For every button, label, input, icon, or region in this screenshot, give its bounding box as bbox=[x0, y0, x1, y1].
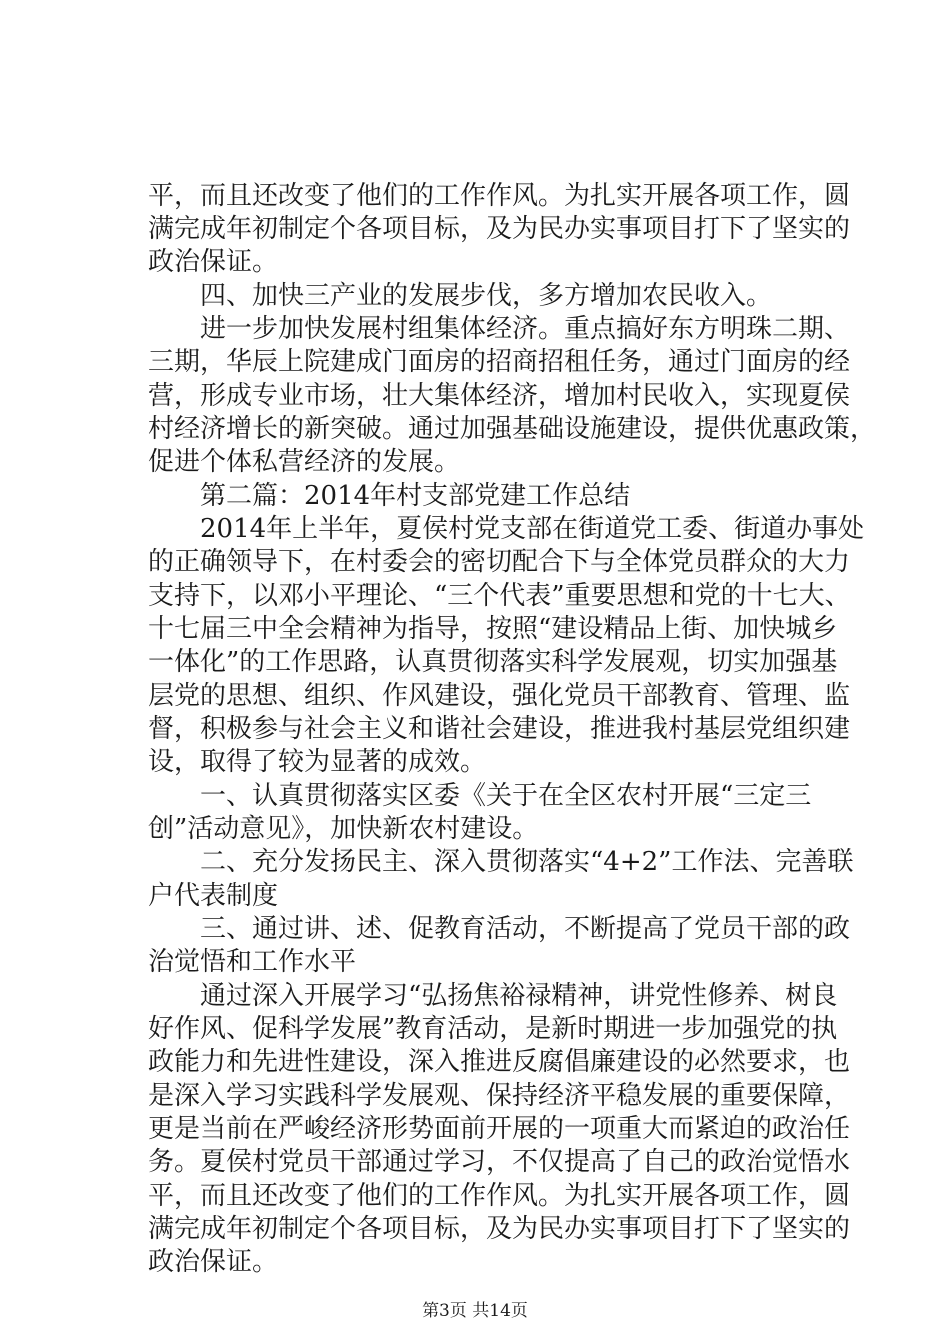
text-line: 平，而且还改变了他们的工作作风。为扎实开展各项工作，圆 bbox=[148, 181, 851, 211]
text-line: 治觉悟和工作水平 bbox=[148, 947, 357, 977]
text-line: 好作风、促科学发展”教育活动，是新时期进一步加强党的执 bbox=[148, 1014, 838, 1044]
text-line: 一体化”的工作思路，认真贯彻落实科学发展观，切实加强基 bbox=[148, 647, 838, 677]
text-line: 创”活动意见》，加快新农村建设。 bbox=[148, 814, 539, 844]
text-line: 务。夏侯村党员干部通过学习，不仅提高了自己的政治觉悟水 bbox=[148, 1147, 851, 1177]
text-line: 满完成年初制定个各项目标，及为民办实事项目打下了坚实的 bbox=[148, 214, 851, 244]
text-line: 支持下，以邓小平理论、“三个代表”重要思想和党的十七大、 bbox=[148, 581, 851, 611]
section-heading: 一、认真贯彻落实区委《关于在全区农村开展“三定三 bbox=[148, 781, 812, 811]
page-number-footer: 第3页 共14页 bbox=[422, 1301, 528, 1321]
text-line: 村经济增长的新突破。通过加强基础设施建设，提供优惠政策， bbox=[148, 414, 877, 444]
section-heading: 二、充分发扬民主、深入贯彻落实“4+2”工作法、完善联 bbox=[148, 847, 854, 877]
text-line: 户代表制度 bbox=[148, 881, 279, 911]
text-line: 2014年上半年，夏侯村党支部在街道党工委、街道办事处 bbox=[148, 514, 865, 544]
text-line: 进一步加快发展村组集体经济。重点搞好东方明珠二期、 bbox=[148, 314, 851, 344]
text-line: 政能力和先进性建设，深入推进反腐倡廉建设的必然要求，也 bbox=[148, 1047, 851, 1077]
text-line: 政治保证。 bbox=[148, 1247, 279, 1277]
text-line: 营，形成专业市场，壮大集体经济，增加村民收入，实现夏侯 bbox=[148, 381, 851, 411]
text-line: 设，取得了较为显著的成效。 bbox=[148, 747, 487, 777]
section-heading: 三、通过讲、述、促教育活动，不断提高了党员干部的政 bbox=[148, 914, 851, 944]
section-heading: 四、加快三产业的发展步伐，多方增加农民收入。 bbox=[148, 281, 773, 311]
text-line: 平，而且还改变了他们的工作作风。为扎实开展各项工作，圆 bbox=[148, 1181, 851, 1211]
text-line: 督，积极参与社会主义和谐社会建设，推进我村基层党组织建 bbox=[148, 714, 851, 744]
chapter-title: 第二篇：2014年村支部党建工作总结 bbox=[148, 481, 631, 511]
text-line: 层党的思想、组织、作风建设，强化党员干部教育、管理、监 bbox=[148, 681, 851, 711]
text-line: 的正确领导下，在村委会的密切配合下与全体党员群众的大力 bbox=[148, 547, 851, 577]
text-line: 促进个体私营经济的发展。 bbox=[148, 447, 461, 477]
text-line: 十七届三中全会精神为指导，按照“建设精品上街、加快城乡 bbox=[148, 614, 838, 644]
text-line: 政治保证。 bbox=[148, 247, 279, 277]
text-line: 通过深入开展学习“弘扬焦裕禄精神，讲党性修养、树良 bbox=[148, 981, 838, 1011]
text-line: 是深入学习实践科学发展观、保持经济平稳发展的重要保障， bbox=[148, 1081, 851, 1111]
text-line: 更是当前在严峻经济形势面前开展的一项重大而紧迫的政治任 bbox=[148, 1114, 851, 1144]
text-line: 三期，华辰上院建成门面房的招商招租任务，通过门面房的经 bbox=[148, 347, 851, 377]
text-line: 满完成年初制定个各项目标，及为民办实事项目打下了坚实的 bbox=[148, 1214, 851, 1244]
